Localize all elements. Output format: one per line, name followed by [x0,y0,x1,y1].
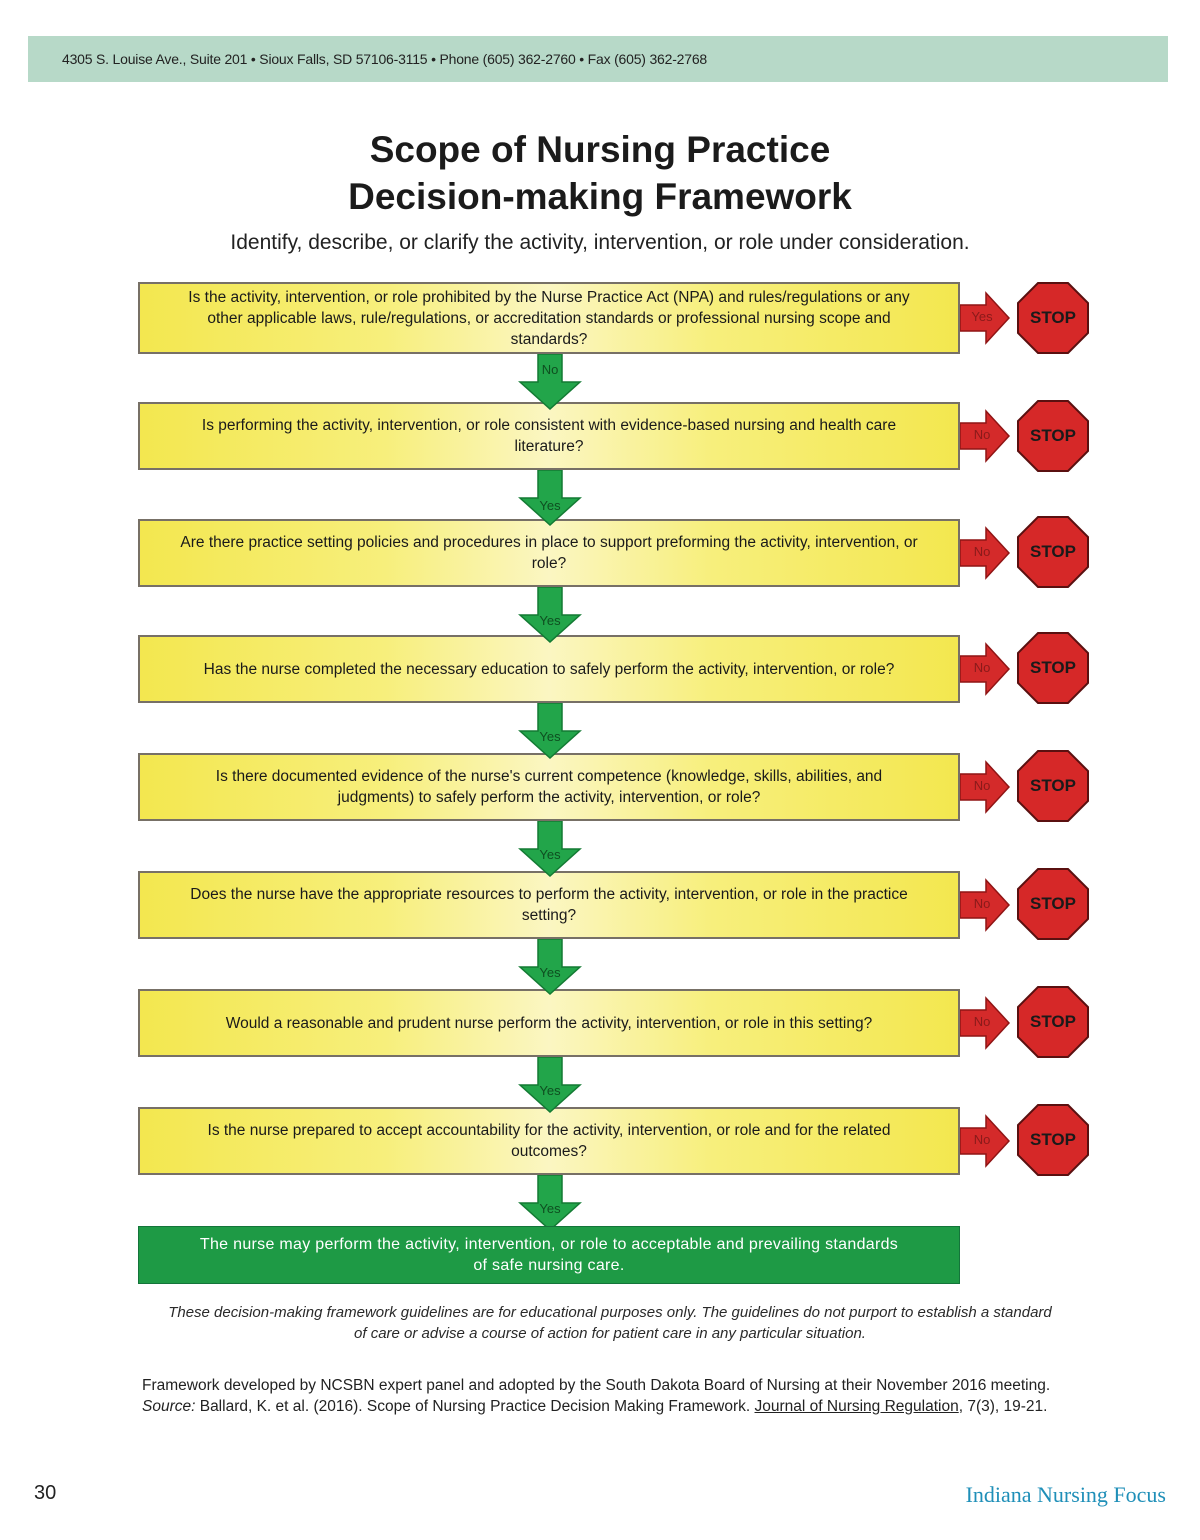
side-arrow-label: No [973,660,991,675]
down-arrow-icon [518,1175,582,1231]
down-arrow-label: Yes [539,729,561,744]
source-label: Source: [142,1398,196,1415]
address-header-band [28,36,1168,82]
right-arrow-icon [960,760,1010,814]
down-arrow-label: Yes [539,965,561,980]
stop-label: STOP [1030,426,1076,445]
address-line: 4305 S. Louise Ave., Suite 201 • Sioux Falls, SD 57106-3115 • Phone (605) 362-2760 • Fax (605) 362-2768 [62,51,708,67]
down-arrow-label: Yes [539,1201,561,1216]
side-arrow-label: Yes [971,309,993,324]
stop-sign-icon [1016,399,1090,473]
down-arrow-icon [518,470,582,526]
down-arrow-label: Yes [539,847,561,862]
stop-label: STOP [1030,542,1076,561]
right-arrow-icon [960,642,1010,696]
decision-box-3 [138,519,960,587]
down-arrow-label: Yes [539,1083,561,1098]
title-line-2: Decision-making Framework [348,176,852,217]
stop-sign-icon [1016,749,1090,823]
right-arrow-icon [960,878,1010,932]
down-arrow-label: Yes [539,498,561,513]
side-arrow-label: No [973,778,991,793]
source-text-part-1: Framework developed by NCSBN expert panel and adopted by the South Dakota Board of Nursing at their November 2016 meeting. [142,1377,1051,1394]
decision-box-2 [138,402,960,470]
down-arrow-label: Yes [539,613,561,628]
decision-question: Is performing the activity, intervention, or role consistent with evidence-based nursing and health care literature? [201,417,897,455]
down-arrow-icon [518,703,582,759]
down-arrow-icon [518,1057,582,1113]
stop-label: STOP [1030,1012,1076,1031]
stop-label: STOP [1030,894,1076,913]
stop-sign-icon [1016,1103,1090,1177]
stop-label: STOP [1030,308,1076,327]
right-arrow-icon [960,409,1010,463]
disclaimer-note: These decision-making framework guidelines are for educational purposes only. The guidelines do not purport to establish a standard of care or advise a course of action for patient care in any particular situation. [168,1304,1052,1342]
decision-question: Is there documented evidence of the nurse's current competence (knowledge, skills, abilities, and judgments) to safely perform the activity, intervention, or role? [215,768,883,806]
decision-box-1 [138,282,960,354]
stop-sign-icon [1016,985,1090,1059]
decision-box-5 [138,753,960,821]
decision-box-7 [138,989,960,1057]
side-arrow-label: No [973,427,991,442]
stop-sign-icon [1016,631,1090,705]
decision-box-8 [138,1107,960,1175]
stop-label: STOP [1030,776,1076,795]
decision-question: Has the nurse completed the necessary education to safely perform the activity, intervention, or role? [203,660,895,678]
decision-question: Is the activity, intervention, or role prohibited by the Nurse Practice Act (NPA) and rules/regulations or any other applicable laws, rule/regulations, or accreditation standards or professional nursing scope and standards? [188,288,910,348]
down-arrow-icon [518,821,582,877]
page-title [0,126,1200,220]
side-arrow-label: No [973,1014,991,1029]
decision-question: Is the nurse prepared to accept accountability for the activity, intervention, or role and for the related outcomes? [207,1122,891,1160]
page-number: 30 [34,1482,57,1504]
right-arrow-icon [960,526,1010,580]
stop-sign-icon [1016,515,1090,589]
final-outcome-box [138,1226,960,1284]
stop-sign-icon [1016,867,1090,941]
source-citation [142,1375,1062,1417]
right-arrow-icon [960,996,1010,1050]
stop-label: STOP [1030,1130,1076,1149]
stop-sign-icon [1016,281,1090,355]
journal-name: Journal of Nursing Regulation [754,1398,959,1415]
down-arrow-label: No [541,362,559,377]
title-line-1: Scope of Nursing Practice [369,129,831,170]
side-arrow-label: No [973,1132,991,1147]
right-arrow-icon [960,291,1010,345]
subtitle: Identify, describe, or clarify the activity, intervention, or role under consideration. [230,231,970,254]
publication-name: Indiana Nursing Focus [965,1482,1166,1507]
side-arrow-label: No [973,896,991,911]
decision-question: Would a reasonable and prudent nurse perform the activity, intervention, or role in this setting? [225,1014,873,1032]
decision-question: Does the nurse have the appropriate resources to perform the activity, intervention, or role in the practice setting? [190,886,908,924]
decision-box-6 [138,871,960,939]
source-text-part-2: Ballard, K. et al. (2016). Scope of Nursing Practice Decision Making Framework. [195,1398,755,1415]
down-arrow-icon [518,939,582,995]
decision-question: Are there practice setting policies and procedures in place to support preforming the activity, intervention, or role? [180,534,918,572]
final-outcome-text: The nurse may perform the activity, intervention, or role to acceptable and prevailing standards of safe nursing care. [199,1236,899,1274]
down-arrow-icon [518,354,582,410]
decision-box-4 [138,635,960,703]
right-arrow-icon [960,1114,1010,1168]
down-arrow-icon [518,587,582,643]
source-text-part-3: , 7(3), 19-21. [958,1398,1048,1415]
stop-label: STOP [1030,658,1076,677]
side-arrow-label: No [973,544,991,559]
